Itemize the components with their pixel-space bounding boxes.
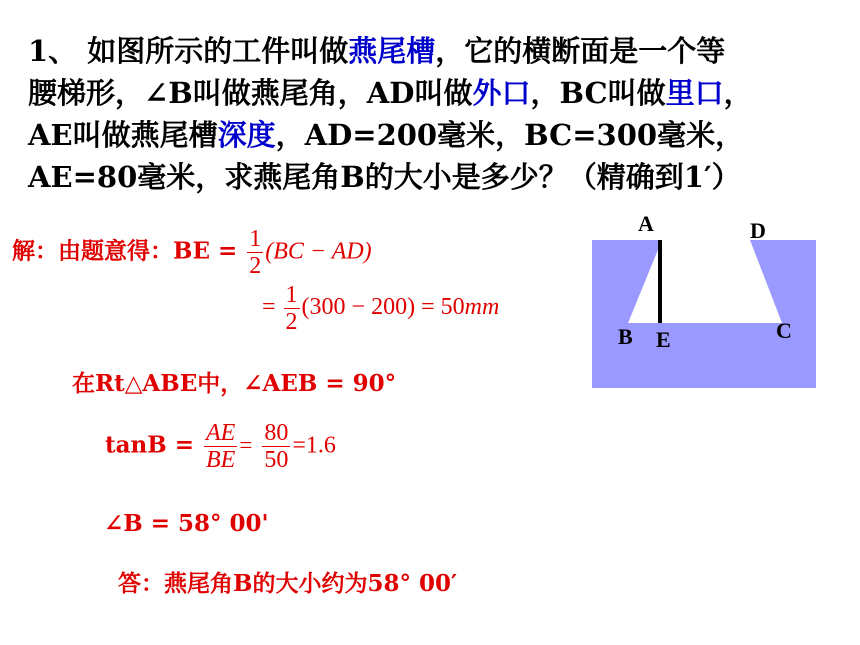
problem-statement	[28, 30, 848, 198]
fraction-denominator: BE	[205, 447, 236, 473]
expression-numeric: (300 − 200) = 50	[301, 294, 465, 321]
unit-mm: mm	[464, 294, 500, 321]
angle-result: ∠B = 58° 00'	[104, 510, 269, 537]
fraction-half	[247, 226, 263, 279]
equals-sign: =	[262, 294, 276, 321]
problem-text: ，	[723, 76, 753, 110]
term-outer-opening: 外口	[472, 76, 531, 110]
label-b: B	[618, 324, 633, 349]
dovetail-diagram	[592, 210, 822, 395]
equals-sign: =	[239, 432, 253, 458]
label-c: C	[776, 318, 792, 343]
fraction-ae-be	[204, 420, 237, 473]
solution-label: 解：由题意得：BE =	[12, 237, 238, 265]
problem-text: 腰梯形，∠B叫做燕尾角，AD叫做	[28, 76, 473, 110]
fraction-numerator: 80	[264, 420, 289, 446]
fraction-numerator: AE	[205, 420, 236, 446]
fraction-denominator: 2	[285, 309, 298, 335]
expression-bc-minus-ad: (BC − AD)	[265, 238, 372, 265]
right-triangle-statement: 在Rt△ABE中，∠AEB = 90°	[72, 370, 397, 397]
term-dovetail: 燕尾槽	[348, 34, 436, 68]
term-depth: 深度	[217, 118, 276, 152]
problem-line-3	[28, 114, 848, 156]
problem-line-2	[28, 72, 848, 114]
dovetail-cross-section	[592, 240, 816, 388]
label-d: D	[750, 218, 766, 243]
problem-text: ，它的横断面是一个等	[435, 34, 726, 68]
problem-line-4: AE=80毫米，求燕尾角B的大小是多少？（精确到1′）	[28, 160, 741, 194]
fraction-half	[284, 282, 300, 335]
solution-step-1	[12, 226, 372, 279]
fraction-denominator: 50	[264, 447, 289, 473]
problem-text: ，AD=200毫米，BC=300毫米，	[275, 118, 745, 152]
label-e: E	[656, 327, 671, 352]
fraction-denominator: 2	[249, 253, 262, 279]
problem-text: AE叫做燕尾槽	[28, 118, 218, 152]
fraction-80-50	[262, 420, 290, 473]
solution-step-2	[262, 282, 499, 335]
fraction-numerator: 1	[285, 282, 298, 308]
tangent-computation	[105, 420, 336, 473]
tan-label: tanB =	[105, 431, 194, 459]
fraction-numerator: 1	[249, 226, 262, 252]
tan-result: =1.6	[292, 432, 336, 459]
final-answer: 答：燕尾角B的大小约为58° 00′	[118, 570, 458, 597]
label-a: A	[638, 211, 654, 236]
problem-text: 1、 如图所示的工件叫做	[28, 34, 349, 68]
problem-line-1	[28, 30, 848, 72]
problem-text: ，BC叫做	[530, 76, 666, 110]
term-inner-opening: 里口	[665, 76, 724, 110]
